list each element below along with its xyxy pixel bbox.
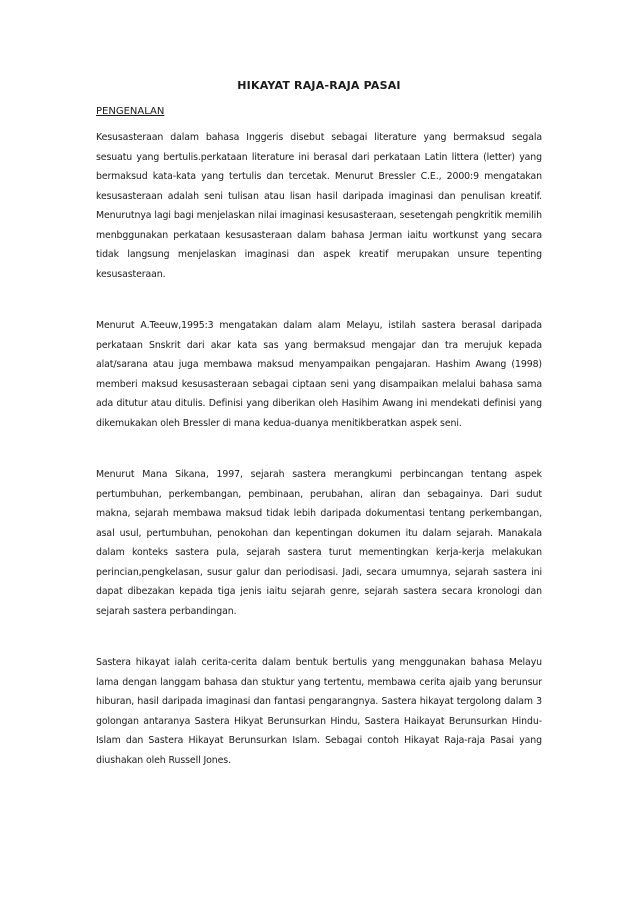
paragraph-1: Kesusasteraan dalam bahasa Inggeris disebut sebagai literature yang bermaksud segala sesuatu yang bertulis.perkataan literature ini berasal dari perkataan Latin littera (letter) yang bermaksud kata-kata yang tertulis dan tercetak. Menurut Bressler C.E., 2000:9 mengatakan kesusasteraan adalah seni tulisan atau lisan hasil daripada imaginasi dan penulisan kreatif. Menurutnya lagi bagi menjelaskan nilai imaginasi kesusasteraan, sesetengah pengkritik memilih menbggunakan perkataan kesusasteraan dalam bahasa Jerman iaitu wortkunst yang secara tidak langsung menjelaskan imaginasi dan aspek kreatif merupakan unsure tepenting kesusasteraan. bbox=[96, 132, 542, 280]
paragraph-3: Menurut Mana Sikana, 1997, sejarah sastera merangkumi perbincangan tentang aspek pertumbuhan, perkembangan, pembinaan, perubahan, aliran dan sebagainya. Dari sudut makna, sejarah membawa maksud tidak lebih daripada dokumentasi tentang perkembangan, asal usul, pertumbuhan, penokohan dan kepentingan dokumen itu dalam sejarah. Manakala dalam konteks sastera pula, sejarah sastera turut mementingkan kerja-kerja melakukan perincian,pengkelasan, susur galur dan periodisasi. Jadi, secara umumnya, sejarah sastera ini dapat dibezakan kepada tiga jenis iaitu sejarah genre, sejarah sastera secara kronologi dan sejarah sastera perbandingan. bbox=[96, 469, 542, 617]
section-heading: PENGENALAN bbox=[96, 106, 165, 117]
paragraph-2: Menurut A.Teeuw,1995:3 mengatakan dalam alam Melayu, istilah sastera berasal daripada perkataan Snskrit dari akar kata sas yang bermaksud mengajar dan tra merujuk kepada alat/sarana atau juga membawa maksud menyampaikan pengajaran. Hashim Awang (1998) memberi maksud kesusasteraan sebagai ciptaan seni yang disampaikan melalui bahasa sama ada ditutur atau ditulis. Definisi yang diberikan oleh Hasihim Awang ini mendekati definisi yang dikemukakan oleh Bressler di mana kedua-duanya menitikberatkan aspek seni. bbox=[96, 320, 542, 429]
paragraph-4: Sastera hikayat ialah cerita-cerita dalam bentuk bertulis yang menggunakan bahasa Melayu lama dengan langgam bahasa dan stuktur yang tertentu, membawa cerita ajaib yang berunsur hiburan, hasil daripada imaginasi dan fantasi pengarangnya. Sastera hikayat tergolong dalam 3 golongan antaranya Sastera Hikyat Berunsurkan Hindu, Sastera Haikayat Berunsurkan Hindu-Islam dan Sastera Hikayat Berunsurkan Islam. Sebagai contoh Hikayat Raja-raja Pasai yang diushakan oleh Russell Jones. bbox=[96, 657, 542, 766]
document-title: HIKAYAT RAJA-RAJA PASAI bbox=[237, 79, 401, 92]
document-page bbox=[96, 78, 542, 770]
